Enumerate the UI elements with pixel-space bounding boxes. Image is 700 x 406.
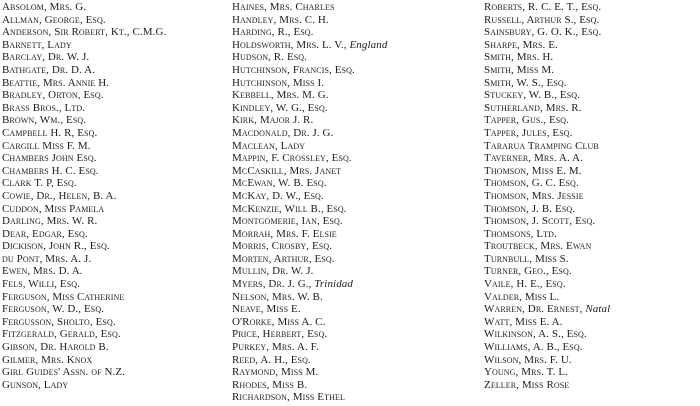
list-entry — [232, 39, 476, 52]
entry-name: Purkey, Mrs. A. F. — [232, 341, 319, 354]
entry-name: Chambers H. C. Esq. — [2, 164, 99, 177]
entry-name: Taverner, Mrs. A. A. — [484, 152, 583, 165]
list-entry — [232, 265, 476, 278]
entry-name: Wilson, Mrs. F. U. — [484, 353, 572, 366]
entry-name: Sutherland, Mrs. R. — [484, 101, 582, 114]
entry-name: Girl Guides' Assn. of N.Z. — [2, 366, 126, 379]
list-entry — [232, 341, 476, 354]
list-entry — [232, 391, 476, 404]
list-entry — [484, 39, 700, 52]
list-entry — [484, 1, 700, 14]
list-entry — [484, 316, 700, 329]
entry-name: Young, Mrs. T. L. — [484, 366, 568, 379]
list-entry — [2, 177, 230, 190]
list-entry — [484, 228, 700, 241]
entry-name: Morris, Crosby, Esq. — [232, 240, 333, 253]
list-entry — [484, 303, 700, 316]
list-entry — [2, 51, 230, 64]
entry-name: Thomson, G. C. Esq. — [484, 177, 579, 190]
entry-name: Absolom, Mrs. G. — [2, 1, 87, 13]
list-entry — [484, 215, 700, 228]
list-entry — [2, 127, 230, 140]
entry-name: Gunson, Lady — [2, 378, 69, 391]
list-entry — [232, 127, 476, 140]
entry-name: Anderson, Sir Robert, Kt., C.M.G. — [2, 26, 167, 39]
list-entry — [232, 215, 476, 228]
list-entry — [484, 379, 700, 392]
list-entry — [484, 26, 700, 39]
list-entry — [232, 203, 476, 216]
list-entry — [2, 89, 230, 102]
list-entry — [232, 291, 476, 304]
entry-name: Cowie, Dr., Helen, B. A. — [2, 189, 117, 202]
entry-name: Darling, Mrs. W. R. — [2, 215, 98, 228]
entry-name: Hutchinson, Francis, Esq. — [232, 63, 355, 76]
list-entry — [2, 291, 230, 304]
list-entry — [232, 253, 476, 266]
entry-name: Thomson, J. B. Esq. — [484, 202, 576, 215]
entry-name: Ferguson, Miss Catherine — [2, 290, 125, 303]
list-entry — [484, 114, 700, 127]
entry-name: Brass Bros., Ltd. — [2, 101, 86, 114]
entry-name: Valder, Miss L. — [484, 290, 560, 303]
entry-name: McKenzie, Will B., Esq. — [232, 202, 347, 215]
list-entry — [232, 14, 476, 27]
list-entry — [2, 152, 230, 165]
entry-name: Fels, Willi, Esq. — [2, 278, 81, 291]
list-entry — [2, 265, 230, 278]
list-entry — [232, 165, 476, 178]
entry-name: Troutbeck, Mrs. Ewan — [484, 240, 592, 253]
list-entry — [484, 240, 700, 253]
entry-name: Sharpe, Mrs. E. — [484, 38, 558, 51]
list-entry — [2, 114, 230, 127]
entry-name: Gibson, Dr. Harold B. — [2, 341, 109, 354]
list-entry — [232, 77, 476, 90]
entry-name: Price, Herbert, Esq. — [232, 328, 328, 341]
entry-name: Morrah, Mrs. F. Elsie — [232, 227, 337, 240]
list-entry — [232, 177, 476, 190]
list-entry — [232, 102, 476, 115]
entry-name: Stuckey, W. B., Esq. — [484, 89, 581, 102]
list-entry — [484, 51, 700, 64]
list-entry — [2, 140, 230, 153]
list-entry — [484, 14, 700, 27]
list-entry — [232, 26, 476, 39]
list-entry — [484, 140, 700, 153]
entry-name: Tapper, Jules, Esq. — [484, 126, 573, 139]
list-entry — [2, 26, 230, 39]
list-entry — [232, 379, 476, 392]
list-entry — [2, 341, 230, 354]
entry-name: Roberts, R. C. E. T., Esq. — [484, 1, 602, 13]
entry-name: Smith, Miss M. — [484, 63, 555, 76]
entry-name: O'Rorke, Miss A. C. — [232, 315, 326, 328]
list-entry — [2, 240, 230, 253]
entry-name: Thomson, J. Scott, Esq. — [484, 215, 596, 228]
entry-name: Macdonald, Dr. J. G. — [232, 126, 334, 139]
list-entry — [484, 89, 700, 102]
entry-place: Trinidad — [314, 278, 354, 291]
list-entry — [232, 51, 476, 64]
entry-name: Neave, Miss E. — [232, 303, 301, 316]
list-entry — [484, 354, 700, 367]
entry-name: Tararua Tramping Club — [484, 139, 599, 152]
entry-name: Montgomerie, Ian, Esq. — [232, 215, 343, 228]
entry-name: du Pont, Mrs. A. J. — [2, 252, 92, 265]
entry-name: Hudson, R. Esq. — [232, 51, 308, 64]
list-entry — [484, 291, 700, 304]
list-entry — [232, 366, 476, 379]
list-entry — [2, 102, 230, 115]
entry-name: Sainsbury, G. O. K., Esq. — [484, 26, 602, 39]
list-entry — [232, 354, 476, 367]
entry-name: Cuddon, Miss Pamela — [2, 202, 105, 215]
entry-name: Campbell H. R, Esq. — [2, 126, 98, 139]
list-entry — [232, 190, 476, 203]
list-entry — [2, 303, 230, 316]
entry-name: Brown, Wm., Esq. — [2, 114, 87, 127]
list-entry — [2, 366, 230, 379]
entry-name: Williams, A. B., Esq. — [484, 341, 583, 354]
name-column-2 — [232, 1, 476, 404]
list-entry — [2, 316, 230, 329]
list-entry — [2, 77, 230, 90]
list-entry — [484, 127, 700, 140]
entry-name: Beattie, Mrs. Annie H. — [2, 76, 110, 89]
list-entry — [232, 140, 476, 153]
entry-name: Turnbull, Miss S. — [484, 252, 569, 265]
list-entry — [2, 253, 230, 266]
entry-name: Thomsons, Ltd. — [484, 227, 557, 240]
list-entry — [232, 89, 476, 102]
list-entry — [2, 379, 230, 392]
entry-name: Allman, George, Esq. — [2, 13, 106, 26]
list-entry — [484, 265, 700, 278]
entry-name: Gilmer, Mrs. Knox — [2, 353, 93, 366]
list-entry — [232, 114, 476, 127]
entry-name: Ferguson, W. D., Esq. — [2, 303, 105, 316]
list-entry — [232, 228, 476, 241]
entry-name: Clark T. P, Esq. — [2, 177, 77, 190]
entry-name: Turner, Geo., Esq. — [484, 265, 572, 278]
list-entry — [2, 64, 230, 77]
entry-name: Cargill Miss F. M. — [2, 139, 91, 152]
entry-name: Warren, Dr. Ernest, — [484, 303, 583, 316]
entry-name: Watt, Miss E. A. — [484, 315, 563, 328]
list-entry — [484, 152, 700, 165]
list-entry — [232, 316, 476, 329]
entry-name: Holdsworth, Mrs. L. V., — [232, 38, 347, 51]
list-entry — [2, 215, 230, 228]
entry-name: Rhodes, Miss B. — [232, 378, 308, 391]
entry-name: Zeller, Miss Rose — [484, 378, 570, 391]
list-entry — [484, 77, 700, 90]
entry-name: Haines, Mrs. Charles — [232, 1, 335, 13]
list-entry — [484, 203, 700, 216]
entry-place: Natal — [585, 303, 611, 316]
entry-name: Dickison, John R., Esq. — [2, 240, 110, 253]
list-entry — [232, 1, 476, 14]
list-entry — [2, 165, 230, 178]
list-entry — [484, 278, 700, 291]
entry-name: Myers, Dr. J. G., — [232, 278, 312, 291]
entry-name: Smith, W. S., Esq. — [484, 76, 567, 89]
list-entry — [232, 64, 476, 77]
entry-name: Raymond, Miss M. — [232, 366, 319, 379]
entry-name: Morten, Arthur, Esq. — [232, 252, 335, 265]
list-entry — [484, 328, 700, 341]
list-entry — [484, 341, 700, 354]
entry-name: Bathgate, Dr. D. A. — [2, 63, 96, 76]
entry-name: Kirk, Major J. R. — [232, 114, 314, 127]
list-entry — [2, 1, 230, 14]
entry-name: Tapper, Gus., Esq. — [484, 114, 570, 127]
entry-name: Mappin, F. Crossley, Esq. — [232, 152, 352, 165]
list-entry — [2, 328, 230, 341]
entry-place: England — [349, 38, 388, 51]
entry-name: McCaskill, Mrs. Janet — [232, 164, 342, 177]
entry-name: Bradley, Orton, Esq. — [2, 89, 104, 102]
list-entry — [484, 165, 700, 178]
entry-name: Smith, Mrs. H. — [484, 51, 554, 64]
list-entry — [2, 228, 230, 241]
list-entry — [484, 190, 700, 203]
list-entry — [2, 203, 230, 216]
entry-name: Harding, R., Esq. — [232, 26, 314, 39]
list-entry — [2, 278, 230, 291]
entry-name: Fitzgerald, Gerald, Esq. — [2, 328, 121, 341]
entry-name: Thomson, Miss E. M. — [484, 164, 582, 177]
list-entry — [232, 278, 476, 291]
entry-name: Russell, Arthur S., Esq. — [484, 13, 600, 26]
entry-name: Reed, A. H., Esq. — [232, 353, 311, 366]
list-entry — [484, 366, 700, 379]
entry-name: Kebbell, Mrs. M. G. — [232, 89, 329, 102]
list-entry — [484, 253, 700, 266]
entry-name: Kindley, W. G., Esq. — [232, 101, 328, 114]
entry-name: Richardson, Miss Ethel — [232, 391, 345, 404]
list-entry — [232, 152, 476, 165]
entry-name: McEwan, W. B. Esq. — [232, 177, 327, 190]
entry-name: Vaile, H. E., Esq. — [484, 278, 566, 291]
entry-name: Handley, Mrs. C. H. — [232, 13, 329, 26]
list-entry — [2, 14, 230, 27]
entry-name: Nelson, Mrs. W. B. — [232, 290, 323, 303]
list-entry — [2, 190, 230, 203]
entry-name: Barnett, Lady — [2, 38, 72, 51]
list-entry — [2, 39, 230, 52]
list-entry — [232, 328, 476, 341]
entry-name: Chambers John Esq. — [2, 152, 97, 165]
name-column-1 — [2, 1, 230, 391]
entry-name: Mullin, Dr. W. J. — [232, 265, 314, 278]
entry-name: Maclean, Lady — [232, 139, 306, 152]
name-column-3 — [484, 1, 700, 391]
list-entry — [232, 240, 476, 253]
list-entry — [2, 354, 230, 367]
entry-name: Ewen, Mrs. D. A. — [2, 265, 83, 278]
entry-name: Wilkinson, A. S., Esq. — [484, 328, 587, 341]
entry-name: Thomson, Mrs. Jessie — [484, 189, 584, 202]
entry-name: Fergusson, Sholto, Esq. — [2, 315, 116, 328]
list-entry — [484, 64, 700, 77]
entry-name: Dear, Edgar, Esq. — [2, 227, 88, 240]
entry-name: Hutchinson, Miss I. — [232, 76, 325, 89]
list-entry — [484, 177, 700, 190]
list-entry — [232, 303, 476, 316]
entry-name: Barclay, Dr. W. J. — [2, 51, 90, 64]
entry-name: McKay, D. W., Esq. — [232, 189, 324, 202]
list-entry — [484, 102, 700, 115]
